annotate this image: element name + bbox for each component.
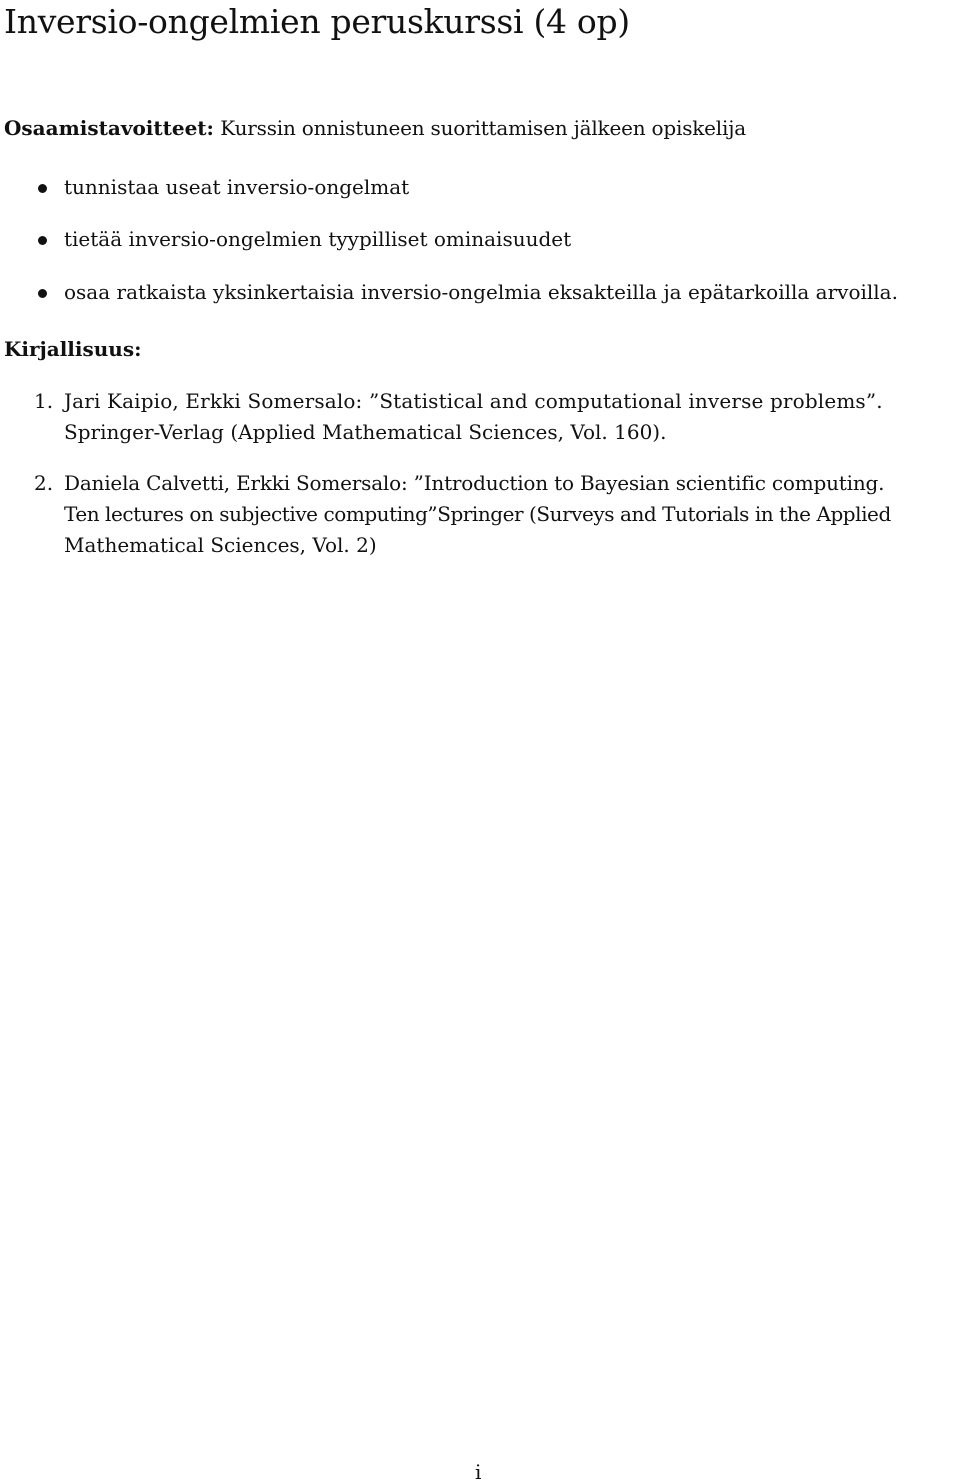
reference-line: Springer-Verlag (Applied Mathematical Sciences, Vol. 160).: [64, 420, 667, 444]
literature-heading: Kirjallisuus:: [4, 337, 142, 361]
learning-goals-text: Kurssin onnistuneen suorittamisen jälkeen opiskelija: [220, 116, 746, 140]
learning-goal-item: [64, 175, 409, 199]
reference-number: 2.: [34, 471, 54, 495]
reference-item: [34, 468, 891, 561]
learning-goals-label: Osaamistavoitteet:: [4, 116, 214, 140]
learning-goal-text: tietää inversio-ongelmien tyypilliset ominaisuudet: [64, 227, 572, 251]
bullet-icon: [38, 184, 47, 193]
learning-goal-text: tunnistaa useat inversio-ongelmat: [64, 175, 410, 199]
reference-number: 1.: [34, 389, 54, 413]
learning-goal-item: [64, 227, 571, 251]
bullet-icon: [38, 289, 47, 298]
course-title: Inversio-ongelmien peruskurssi (4 op): [4, 2, 630, 41]
learning-goals-intro: [4, 116, 746, 140]
reference-line: Ten lectures on subjective computing”Springer (Surveys and Tutorials in the Applied: [64, 502, 891, 526]
reference-line: Mathematical Sciences, Vol. 2): [64, 533, 377, 557]
page-number: i: [475, 1460, 482, 1484]
bullet-icon: [38, 236, 47, 245]
reference-line: Jari Kaipio, Erkki Somersalo: ”Statistical and computational inverse problems”.: [64, 389, 883, 413]
reference-item: [34, 386, 883, 448]
reference-line: Daniela Calvetti, Erkki Somersalo: ”Introduction to Bayesian scientific computing.: [64, 471, 885, 495]
learning-goal-item: [64, 280, 898, 304]
learning-goal-text: osaa ratkaista yksinkertaisia inversio-ongelmia eksakteilla ja epätarkoilla arvoilla.: [64, 280, 898, 304]
